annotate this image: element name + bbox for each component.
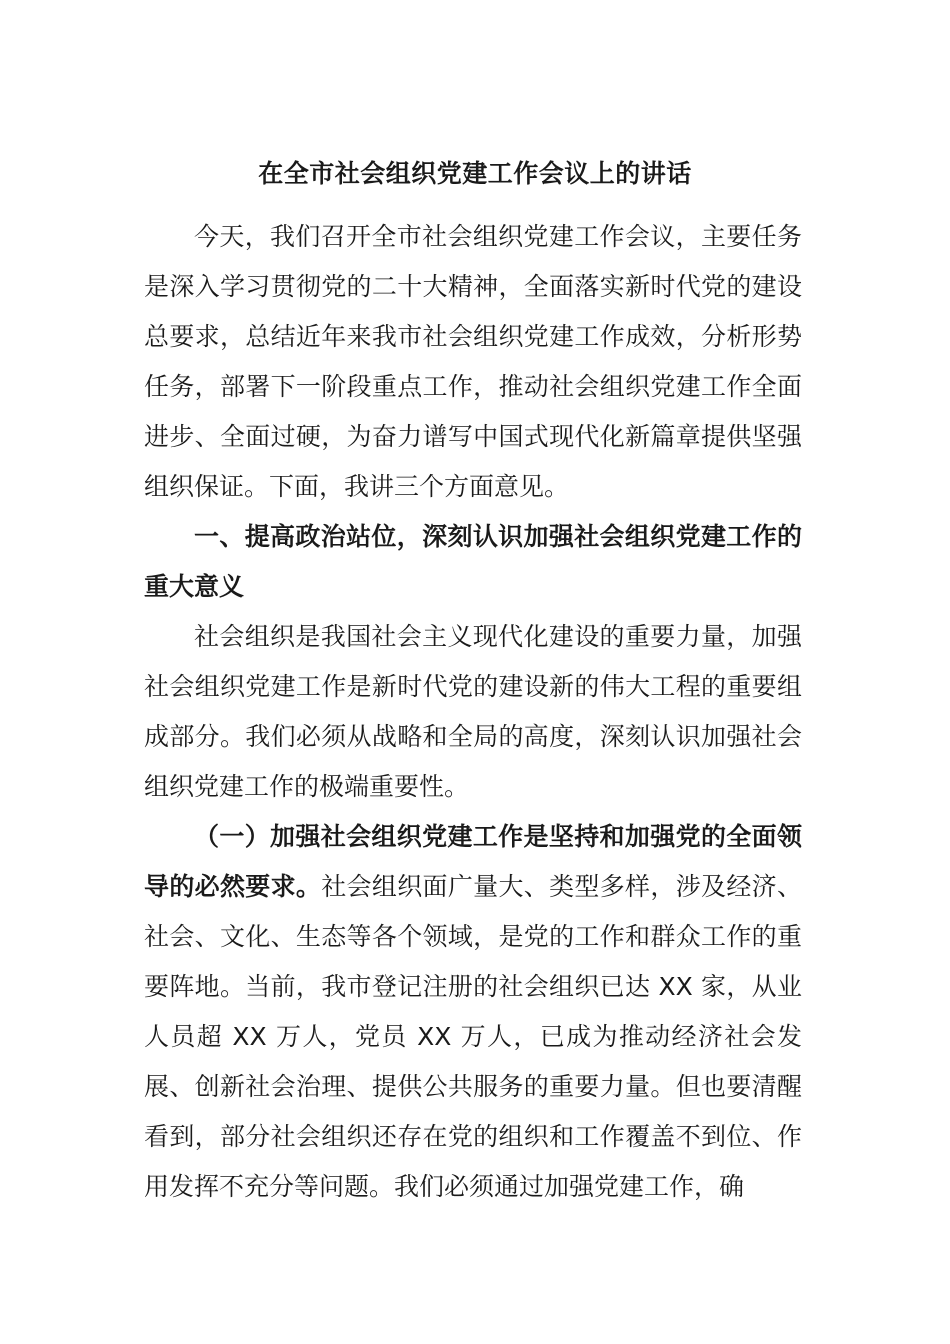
document-body	[144, 212, 802, 1212]
subsection-1-paragraph	[144, 812, 802, 1212]
subsection-1-heading: （一）加强社会组织党建工作是坚持和加强党的全面领导的必然要求。	[144, 822, 802, 901]
document-title: 在全市社会组织党建工作会议上的讲话	[258, 159, 692, 188]
section-1-paragraph: 社会组织是我国社会主义现代化建设的重要力量，加强社会组织党建工作是新时代党的建设新的伟大工程的重要组成部分。我们必须从战略和全局的高度，深刻认识加强社会组织党建工作的极端重要性。	[144, 622, 802, 801]
subsection-1-text: 社会组织面广量大、类型多样，涉及经济、社会、文化、生态等各个领域，是党的工作和群众工作的重要阵地。当前，我市登记注册的社会组织已达 XX 家，从业人员超 XX 万人，党员 XX 万人，已成为推动经济社会发展、创新社会治理、提供公共服务的重要力量。但也要清醒看到，部分社会组织还存在党的组织和工作覆盖不到位、作用发挥不充分等问题。我们必须通过加强党建工作，确	[144, 872, 802, 1201]
section-heading-1: 一、提高政治站位，深刻认识加强社会组织党建工作的重大意义	[144, 522, 802, 601]
intro-paragraph: 今天，我们召开全市社会组织党建工作会议，主要任务是深入学习贯彻党的二十大精神，全面落实新时代党的建设总要求，总结近年来我市社会组织党建工作成效，分析形势任务，部署下一阶段重点工作，推动社会组织党建工作全面进步、全面过硬，为奋力谱写中国式现代化新篇章提供坚强组织保证。下面，我讲三个方面意见。	[144, 222, 802, 501]
